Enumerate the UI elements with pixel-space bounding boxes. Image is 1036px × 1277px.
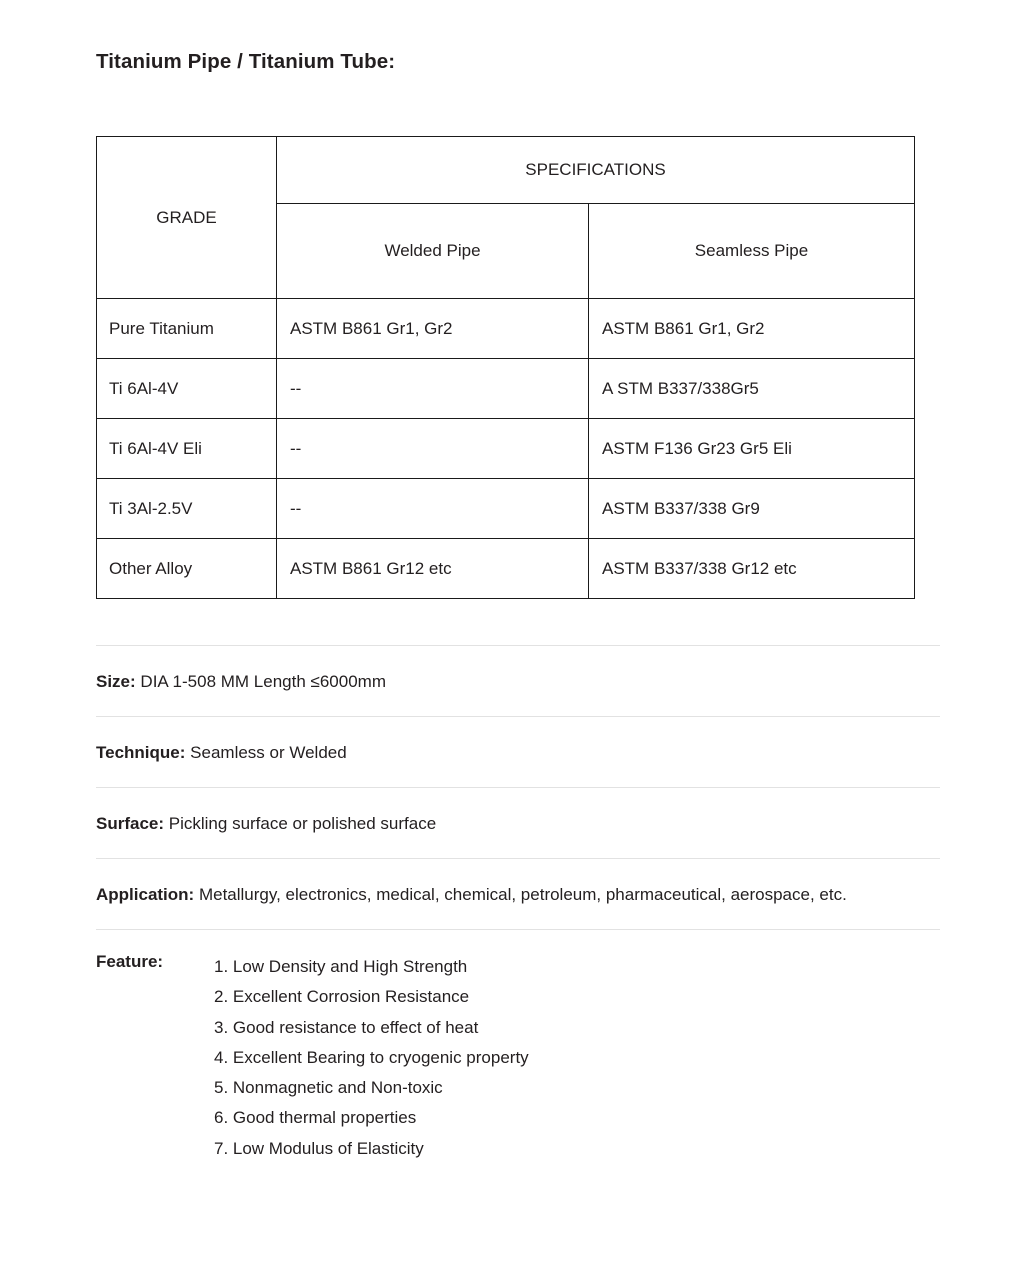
column-header-grade: GRADE: [97, 137, 277, 299]
surface-label: Surface:: [96, 814, 165, 834]
cell-seamless: ASTM B861 Gr1, Gr2: [589, 299, 915, 359]
cell-grade: Ti 3Al-2.5V: [97, 479, 277, 539]
list-item: 5. Nonmagnetic and Non-toxic: [214, 1078, 443, 1098]
table-row: [97, 539, 915, 599]
detail-row-technique: [96, 716, 940, 787]
cell-seamless: ASTM B337/338 Gr12 etc: [589, 539, 915, 599]
page-title: Titanium Pipe / Titanium Tube:: [96, 50, 396, 73]
application-value: Metallurgy, electronics, medical, chemical, petroleum, pharmaceutical, aerospace, etc.: [198, 885, 847, 905]
cell-grade: Pure Titanium: [97, 299, 277, 359]
feature-list: [214, 952, 529, 1164]
list-item: 6. Good thermal properties: [214, 1108, 417, 1128]
detail-row-surface: [96, 787, 940, 858]
cell-seamless: A STM B337/338Gr5: [589, 359, 915, 419]
technique-label: Technique:: [96, 743, 186, 763]
cell-welded: --: [277, 479, 589, 539]
table-header-row-1: [97, 137, 915, 204]
size-label: Size:: [96, 672, 136, 691]
cell-grade: Ti 6Al-4V: [97, 359, 277, 419]
surface-value: Pickling surface or polished surface: [168, 814, 437, 834]
list-item: 3. Good resistance to effect of heat: [214, 1017, 479, 1037]
list-item: 2. Excellent Corrosion Resistance: [214, 987, 470, 1007]
feature-label: Feature:: [96, 952, 164, 972]
table-row: [97, 359, 915, 419]
size-value: DIA 1-508 MM Length ≤6000mm: [140, 672, 386, 691]
list-item: 4. Excellent Bearing to cryogenic property: [214, 1047, 529, 1067]
cell-grade: Ti 6Al-4V Eli: [97, 419, 277, 479]
cell-welded: --: [277, 419, 589, 479]
detail-row-size: [96, 645, 940, 716]
cell-seamless: ASTM B337/338 Gr9: [589, 479, 915, 539]
table-row: [97, 419, 915, 479]
column-header-seamless-pipe: Seamless Pipe: [589, 204, 915, 299]
list-item: 1. Low Density and High Strength: [214, 957, 468, 977]
specifications-table: [96, 136, 915, 599]
specifications-table-container: [96, 136, 940, 599]
cell-grade: Other Alloy: [97, 539, 277, 599]
table-row: [97, 299, 915, 359]
details-section: [96, 645, 940, 1170]
cell-welded: ASTM B861 Gr1, Gr2: [277, 299, 589, 359]
table-row: [97, 479, 915, 539]
cell-welded: --: [277, 359, 589, 419]
technique-value: Seamless or Welded: [190, 743, 347, 763]
column-header-specifications: SPECIFICATIONS: [277, 137, 915, 204]
cell-welded: ASTM B861 Gr12 etc: [277, 539, 589, 599]
detail-row-application: [96, 858, 940, 929]
list-item: 7. Low Modulus of Elasticity: [214, 1138, 424, 1158]
application-label: Application:: [96, 885, 195, 905]
detail-row-feature: [96, 929, 940, 1170]
cell-seamless: ASTM F136 Gr23 Gr5 Eli: [589, 419, 915, 479]
column-header-welded-pipe: Welded Pipe: [277, 204, 589, 299]
